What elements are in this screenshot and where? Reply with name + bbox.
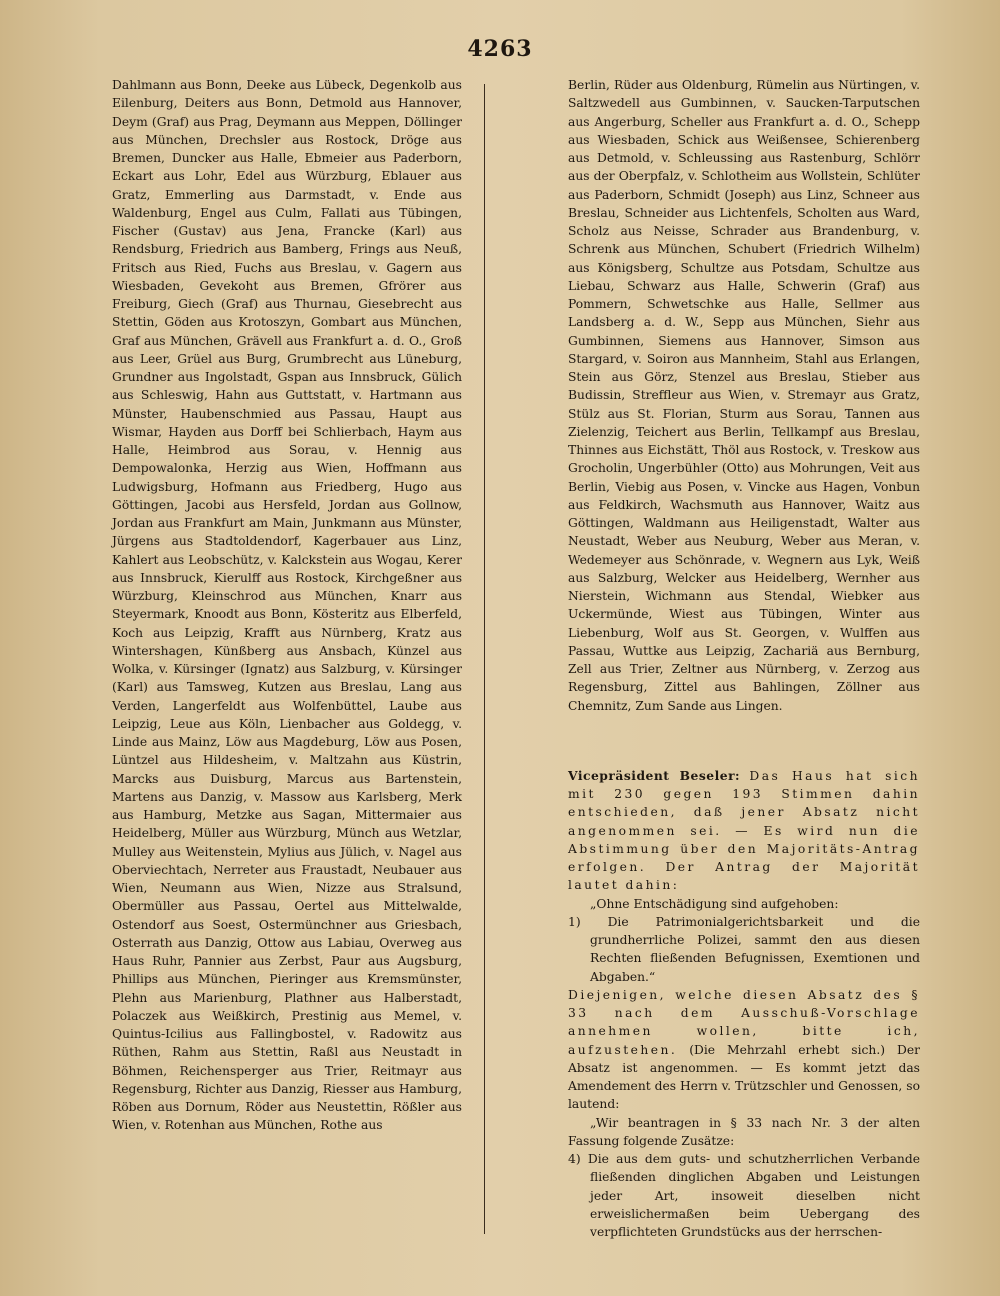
column-divider <box>484 84 485 1234</box>
request-paragraph <box>568 986 920 1114</box>
right-column-names: Berlin, Rüder aus Oldenburg, Rümelin aus Nürtingen, v. Saltzwedell aus Gumbinnen, v. Saucken-Tarputschen aus Angerburg, Scheller aus Frankfurt a. d. O., Schepp aus Wiesbaden, Schick aus Weißensee, Schierenberg aus Detmold, v. Schleussing aus Rastenburg, Schlörr aus der Oberpfalz, v. Schlotheim aus Wollstein, Schlüter aus Paderborn, Schmidt (Joseph) aus Linz, Schneer aus Breslau, Schneider aus Lichtenfels, Scholten aus Ward, Scholz aus Neisse, Schrader aus Brandenburg, v. Schrenk aus München, Schubert (Friedrich Wilhelm) aus Königsberg, Schultze aus Potsdam, Schultze aus Liebau, Schwarz aus Halle, Schwerin (Graf) aus Pommern, Schwetschke aus Halle, Sellmer aus Landsberg a. d. W., Sepp aus München, Siehr aus Gumbinnen, Siemens aus Hannover, Simson aus Stargard, v. Soiron aus Mannheim, Stahl aus Erlangen, Stein aus Görz, Stenzel aus Breslau, Stieber aus Budissin, Streffleur aus Wien, v. Stremayr aus Gratz, Stülz aus St. Florian, Sturm aus Sorau, Tannen aus Zielenzig, Teichert aus Berlin, Tellkampf aus Breslau, Thinnes aus Eichstätt, Thöl aus Rostock, v. Treskow aus Grocholin, Ungerbühler (Otto) aus Mohrungen, Veit aus Berlin, Viebig aus Posen, v. Vincke aus Hagen, Vonbun aus Feldkirch, Wachsmuth aus Hannover, Waitz aus Göttingen, Waldmann aus Heiligenstadt, Walter aus Neustadt, Weber aus Neuburg, Weber aus Meran, v. Wedemeyer aus Schönrade, v. Wegnern aus Lyk, Weiß aus Salzburg, Welcker aus Heidelberg, Wernher aus Nierstein, Wichmann aus Stendal, Wiebker aus Uckermünde, Wiest aus Tübingen, Winter aus Liebenburg, Wolf aus St. Georgen, v. Wulffen aus Passau, Wuttke aus Leipzig, Zachariä aus Bernburg, Zell aus Trier, Zeltner aus Nürnberg, v. Zerzog aus Regensburg, Zittel aus Bahlingen, Zöllner aus Chemnitz, Zum Sande aus Lingen. <box>568 78 920 713</box>
item-4: 4) Die aus dem guts- und schutzherrlichen Verbande fließenden dinglichen Abgaben und Leistungen jeder Art, insoweit dieselben nicht erweislichermaßen beim Uebergang des verpflichteten Grundstücks aus der herrschen- <box>568 1152 920 1239</box>
result-text: Der Absatz ist angenommen. — Es kommt jetzt das Amendement des Herrn v. Trützschler und Genossen, so lautend: <box>568 1042 920 1112</box>
note-text: (Die Mehrzahl erhebt sich.) <box>689 1042 886 1057</box>
speaker-name: Vicepräsident Beseler: <box>568 767 741 783</box>
left-column <box>112 76 462 1135</box>
item-1: 1) Die Patrimonialgerichtsbarkeit und die grundherrliche Polizei, sammt den aus diesen Rechten fließenden Befugnissen, Exemtionen und Abgaben.“ <box>568 914 920 984</box>
vote-result: Das Haus hat sich mit 230 gegen 193 Stimmen dahin entschieden, daß jener Absatz nicht angenommen sei. — Es wird nun die Abstimmung über den Majoritäts-Antrag erfolgen. Der Antrag der Majorität lautet dahin: <box>568 768 921 893</box>
vote-paragraph <box>568 767 920 895</box>
quote-2: „Wir beantragen in § 33 nach Nr. 3 der alten Fassung folgende Zusätze: <box>568 1115 920 1148</box>
quote-intro: „Ohne Entschädigung sind aufgehoben: <box>590 896 839 911</box>
left-column-text: Dahlmann aus Bonn, Deeke aus Lübeck, Degenkolb aus Eilenburg, Deiters aus Bonn, Detmold aus Hannover, Deym (Graf) aus Prag, Deymann aus Meppen, Döllinger aus München, Drechsler aus Rostock, Dröge aus Bremen, Duncker aus Halle, Ebmeier aus Paderborn, Eckart aus Lohr, Edel aus Würzburg, Eblauer aus Gratz, Emmerling aus Darmstadt, v. Ende aus Waldenburg, Engel aus Culm, Fallati aus Tübingen, Fischer (Gustav) aus Jena, Francke (Karl) aus Rendsburg, Friedrich aus Bamberg, Frings aus Neuß, Fritsch aus Ried, Fuchs aus Breslau, v. Gagern aus Wiesbaden, Gevekoht aus Bremen, Gfrörer aus Freiburg, Giech (Graf) aus Thurnau, Giesebrecht aus Stettin, Göden aus Krotoszyn, Gombart aus München, Graf aus München, Grävell aus Frankfurt a. d. O., Groß aus Leer, Grüel aus Burg, Grumbrecht aus Lüneburg, Grundner aus Ingolstadt, Gspan aus Innsbruck, Gülich aus Schleswig, Hahn aus Guttstatt, v. Hartmann aus Münster, Haubenschmied aus Passau, Haupt aus Wismar, Hayden aus Dorff bei Schlierbach, Haym aus Halle, Heimbrod aus Sorau, v. Hennig aus Dempowalonka, Herzig aus Wien, Hoffmann aus Ludwigsburg, Hofmann aus Friedberg, Hugo aus Göttingen, Jacobi aus Hersfeld, Jordan aus Gollnow, Jordan aus Frankfurt am Main, Junkmann aus Münster, Jürgens aus Stadtoldendorf, Kagerbauer aus Linz, Kahlert aus Leobschütz, v. Kalckstein aus Wogau, Kerer aus Innsbruck, Kierulff aus Rostock, Kirchgeßner aus Würzburg, Kleinschrod aus München, Knarr aus Steyermark, Knoodt aus Bonn, Kösteritz aus Elberfeld, Koch aus Leipzig, Krafft aus Nürnberg, Kratz aus Wintershagen, Künßberg aus Ansbach, Künzel aus Wolka, v. Kürsinger (Ignatz) aus Salzburg, v. Kürsinger (Karl) aus Tamsweg, Kutzen aus Breslau, Lang aus Verden, Langerfeldt aus Wolfenbüttel, Laube aus Leipzig, Leue aus Köln, Lienbacher aus Goldegg, v. Linde aus Mainz, Löw aus Magdeburg, Löw aus Posen, Lüntzel aus Hildesheim, v. Maltzahn aus Küstrin, Marcks aus Duisburg, Marcus aus Bartenstein, Martens aus Danzig, v. Massow aus Karlsberg, Merk aus Hamburg, Metzke aus Sagan, Mittermaier aus Heidelberg, Müller aus Würzburg, Münch aus Wetzlar, Mulley aus Weitenstein, Mylius aus Jülich, v. Nagel aus Oberviechtach, Nerreter aus Fraustadt, Neubauer aus Wien, Neumann aus Wien, Nizze aus Stralsund, Obermüller aus Passau, Oertel aus Mittelwalde, Ostendorf aus Soest, Ostermünchner aus Griesbach, Osterrath aus Danzig, Ottow aus Labiau, Overweg aus Haus Ruhr, Pannier aus Zerbst, Paur aus Augsburg, Phillips aus München, Pieringer aus Kremsmünster, Plehn aus Marienburg, Plathner aus Halberstadt, Polaczek aus Weißkirch, Prestinig aus Memel, v. Quintus-Icilius aus Fallingbostel, v. Radowitz aus Rüthen, Rahm aus Stettin, Raßl aus Neustadt in Böhmen, Reichensperger aus Trier, Reitmayr aus Regensburg, Richter aus Danzig, Riesser aus Hamburg, Röben aus Dornum, Röder aus Neustettin, Rößler aus Wien, v. Rotenhan aus München, Rothe aus <box>112 78 462 1133</box>
right-column <box>568 76 920 1241</box>
page-number: 4263 <box>467 36 533 62</box>
request-text: Diejenigen, welche diesen Absatz des § 33 nach dem Ausschuß-Vorschlage annehmen wollen, bitte ich, aufzustehen. <box>568 987 920 1057</box>
